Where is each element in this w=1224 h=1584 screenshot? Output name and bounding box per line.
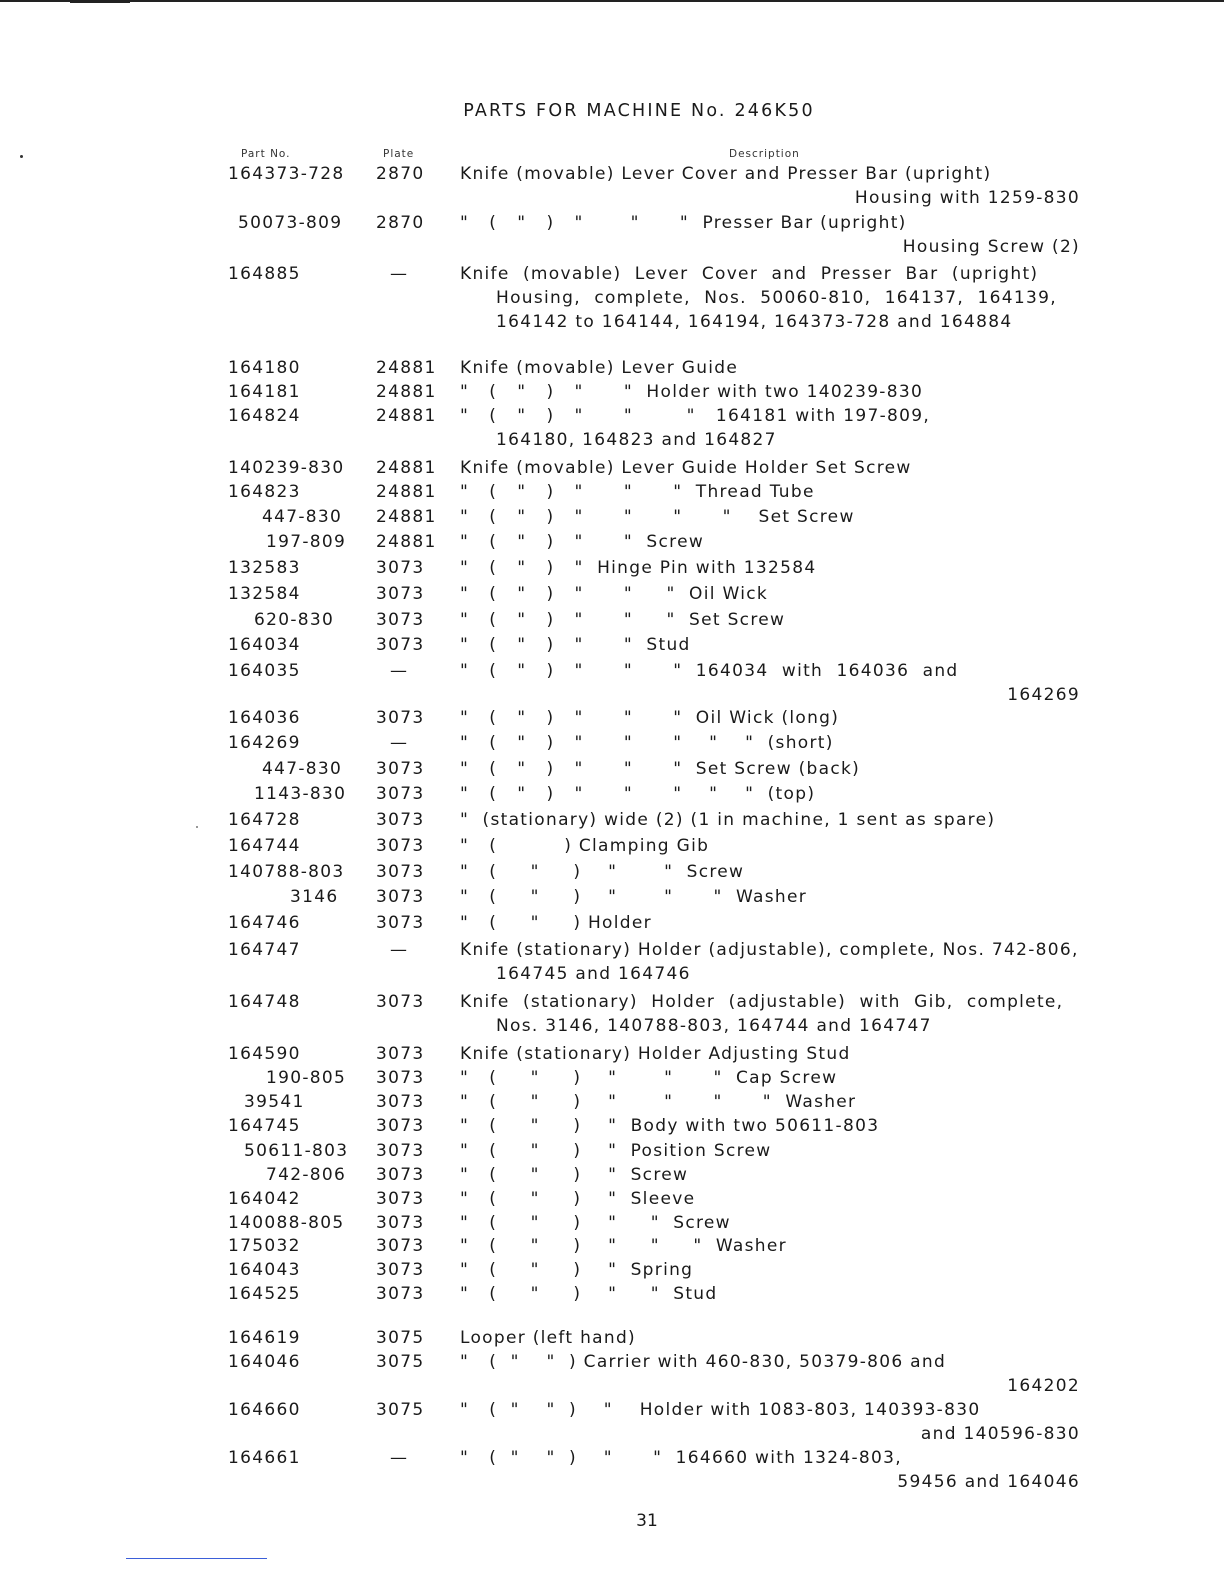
plate-number: 3073 xyxy=(376,1092,425,1112)
part-number: 3146 xyxy=(290,887,339,907)
part-number: 164748 xyxy=(228,992,301,1012)
description-line: " ( " ) " " " Presser Bar (upright) xyxy=(460,213,907,233)
description-line: " ( " " ) " Holder with 1083-803, 140393-830 xyxy=(460,1400,981,1420)
page-title: PARTS FOR MACHINE No. 246K50 xyxy=(463,101,815,121)
part-number: 50611-803 xyxy=(244,1141,349,1161)
description-line: " ( " ) " " " Set Screw (back) xyxy=(460,759,861,779)
part-number: 39541 xyxy=(244,1092,305,1112)
description-line: " ( " ) " " " Thread Tube xyxy=(460,482,815,502)
plate-number: 3073 xyxy=(376,708,425,728)
description-line: Knife (movable) Lever Guide xyxy=(460,358,739,378)
plate-number: 3073 xyxy=(376,1068,425,1088)
part-number: 164660 xyxy=(228,1400,301,1420)
plate-number: 24881 xyxy=(376,482,437,502)
description xyxy=(460,1042,1080,1066)
part-number: 447-830 xyxy=(262,507,343,527)
plate-number: 24881 xyxy=(376,458,437,478)
column-header-plate: Plate xyxy=(383,148,415,160)
description-line: " ( " ) " " " " Washer xyxy=(460,1092,857,1112)
description xyxy=(460,1398,1080,1446)
description-continuation: Nos. 3146, 140788-803, 164744 and 164747 xyxy=(496,1016,932,1036)
plate-number: 3073 xyxy=(376,610,425,630)
description xyxy=(460,938,1080,986)
part-number: 50073-809 xyxy=(238,213,343,233)
part-number: 164525 xyxy=(228,1284,301,1304)
description-line: " ( ) Clamping Gib xyxy=(460,836,710,856)
description xyxy=(460,505,1080,529)
description-line: " ( " ) Holder xyxy=(460,913,652,933)
description xyxy=(460,911,1080,935)
description xyxy=(460,1090,1080,1114)
plate-number: 3073 xyxy=(376,635,425,655)
plate-number: 3075 xyxy=(376,1352,425,1372)
plate-number: 3073 xyxy=(376,810,425,830)
description-line: Looper (left hand) xyxy=(460,1328,636,1348)
plate-number: 3073 xyxy=(376,1116,425,1136)
description-continuation: and 140596-830 xyxy=(920,1424,1080,1444)
description-line: " ( " ) " " " Cap Screw xyxy=(460,1068,838,1088)
part-number: 164590 xyxy=(228,1044,301,1064)
plate-number: 24881 xyxy=(376,406,437,426)
plate-number: 24881 xyxy=(376,358,437,378)
plate-number: 3075 xyxy=(376,1400,425,1420)
plate-number: 2870 xyxy=(376,164,425,184)
description xyxy=(460,1326,1080,1350)
top-border-mark xyxy=(70,0,130,3)
description xyxy=(460,1211,1080,1235)
description xyxy=(460,582,1080,606)
column-header-part-no: Part No. xyxy=(241,148,291,160)
part-number: 164269 xyxy=(228,733,301,753)
plate-number: 3073 xyxy=(376,584,425,604)
description-line: Knife (movable) Lever Cover and Presser Bar (upright) xyxy=(460,264,1039,284)
description-line: " ( " ) " " " Oil Wick (long) xyxy=(460,708,840,728)
part-number: 164747 xyxy=(228,940,301,960)
description-continuation: 164745 and 164746 xyxy=(496,964,691,984)
part-number: 620-830 xyxy=(254,610,335,630)
description-line: " ( " ) " " " Washer xyxy=(460,887,808,907)
description-line: " ( " ) " Body with two 50611-803 xyxy=(460,1116,880,1136)
plate-number: 3073 xyxy=(376,913,425,933)
description-line: " (stationary) wide (2) (1 in machine, 1 sent as spare) xyxy=(460,810,996,830)
description xyxy=(460,1446,1080,1494)
part-number: 164036 xyxy=(228,708,301,728)
description xyxy=(460,706,1080,730)
part-number: 1143-830 xyxy=(254,784,347,804)
description xyxy=(460,1114,1080,1138)
plate-number: — xyxy=(390,264,409,284)
description-continuation: 164202 xyxy=(1007,1376,1080,1396)
description-line: " ( " ) " " " Set Screw xyxy=(460,610,786,630)
description-continuation: Housing Screw (2) xyxy=(902,237,1080,257)
part-number: 164035 xyxy=(228,661,301,681)
description-line: Knife (movable) Lever Guide Holder Set Screw xyxy=(460,458,912,478)
description-line: " ( " ) " Screw xyxy=(460,1165,689,1185)
description xyxy=(460,782,1080,806)
description-line: " ( " ) " Spring xyxy=(460,1260,694,1280)
description xyxy=(460,1187,1080,1211)
description-line: " ( " ) " " Screw xyxy=(460,1213,731,1233)
description xyxy=(460,834,1080,858)
description xyxy=(460,456,1080,480)
part-number: 164745 xyxy=(228,1116,301,1136)
description-continuation: Housing, complete, Nos. 50060-810, 164137, 164139, xyxy=(496,288,1057,308)
part-number: 447-830 xyxy=(262,759,343,779)
part-number: 175032 xyxy=(228,1236,301,1256)
plate-number: 24881 xyxy=(376,507,437,527)
part-number: 164619 xyxy=(228,1328,301,1348)
plate-number: 3073 xyxy=(376,558,425,578)
plate-number: 3073 xyxy=(376,1213,425,1233)
description xyxy=(460,990,1080,1038)
plate-number: 2870 xyxy=(376,213,425,233)
description-line: " ( " ) " " Screw xyxy=(460,532,705,552)
description-line: " ( " ) " " Stud xyxy=(460,1284,718,1304)
part-number: 164661 xyxy=(228,1448,301,1468)
plate-number: 3073 xyxy=(376,836,425,856)
part-number: 197-809 xyxy=(266,532,347,552)
part-number: 164885 xyxy=(228,264,301,284)
plate-number: — xyxy=(390,733,409,753)
description-line: Knife (stationary) Holder (adjustable), complete, Nos. 742-806, xyxy=(460,940,1079,960)
description xyxy=(460,808,1080,832)
description xyxy=(460,211,1080,259)
description xyxy=(460,757,1080,781)
description-line: " ( " " ) Carrier with 460-830, 50379-806 and xyxy=(460,1352,947,1372)
description-line: Knife (movable) Lever Cover and Presser Bar (upright) xyxy=(460,164,992,184)
description-line: " ( " ) " " " 164034 with 164036 and xyxy=(460,661,959,681)
description xyxy=(460,860,1080,884)
description-continuation: 59456 and 164046 xyxy=(897,1472,1080,1492)
plate-number: — xyxy=(390,1448,409,1468)
description-line: " ( " ) " Sleeve xyxy=(460,1189,696,1209)
plate-number: — xyxy=(390,940,409,960)
plate-number: 3073 xyxy=(376,992,425,1012)
plate-number: — xyxy=(390,661,409,681)
part-number: 164042 xyxy=(228,1189,301,1209)
plate-number: 3073 xyxy=(376,1260,425,1280)
description-continuation: 164180, 164823 and 164827 xyxy=(496,430,777,450)
plate-number: 3073 xyxy=(376,887,425,907)
part-number: 164728 xyxy=(228,810,301,830)
description xyxy=(460,633,1080,657)
plate-number: 3073 xyxy=(376,1284,425,1304)
description-line: " ( " ) " Position Screw xyxy=(460,1141,772,1161)
part-number: 164034 xyxy=(228,635,301,655)
page-number: 31 xyxy=(636,1511,658,1531)
description-line: " ( " ) " " Stud xyxy=(460,635,691,655)
plate-number: 3073 xyxy=(376,1141,425,1161)
description-line: " ( " ) " Hinge Pin with 132584 xyxy=(460,558,817,578)
plate-number: 3073 xyxy=(376,1165,425,1185)
description xyxy=(460,885,1080,909)
part-number: 140088-805 xyxy=(228,1213,345,1233)
part-number: 164744 xyxy=(228,836,301,856)
scan-speck xyxy=(20,155,23,158)
description xyxy=(460,262,1080,334)
plate-number: 3073 xyxy=(376,1044,425,1064)
top-border xyxy=(0,0,1224,2)
part-number: 164373-728 xyxy=(228,164,345,184)
plate-number: 3073 xyxy=(376,784,425,804)
plate-number: 3073 xyxy=(376,1236,425,1256)
plate-number: 24881 xyxy=(376,382,437,402)
description xyxy=(460,1066,1080,1090)
plate-number: 3073 xyxy=(376,1189,425,1209)
description-line: " ( " " ) " " 164660 with 1324-803, xyxy=(460,1448,902,1468)
description-line: " ( " ) " " " 164181 with 197-809, xyxy=(460,406,931,426)
description-line: " ( " ) " " Holder with two 140239-830 xyxy=(460,382,924,402)
part-number: 164824 xyxy=(228,406,301,426)
description xyxy=(460,1350,1080,1398)
part-number: 140788-803 xyxy=(228,862,345,882)
plate-number: 3073 xyxy=(376,862,425,882)
description-line: Knife (stationary) Holder Adjusting Stud xyxy=(460,1044,851,1064)
scan-speck xyxy=(196,826,198,828)
description-line: Knife (stationary) Holder (adjustable) with Gib, complete, xyxy=(460,992,1064,1012)
description xyxy=(460,380,1080,404)
part-number: 140239-830 xyxy=(228,458,345,478)
part-number: 164180 xyxy=(228,358,301,378)
description-line: " ( " ) " " " " " (short) xyxy=(460,733,834,753)
description xyxy=(460,608,1080,632)
part-number: 164746 xyxy=(228,913,301,933)
part-number: 190-805 xyxy=(266,1068,347,1088)
description xyxy=(460,1234,1080,1258)
description xyxy=(460,530,1080,554)
description xyxy=(460,556,1080,580)
part-number: 132583 xyxy=(228,558,301,578)
description xyxy=(460,731,1080,755)
description xyxy=(460,162,1080,210)
description xyxy=(460,1163,1080,1187)
description-line: " ( " ) " " " " Set Screw xyxy=(460,507,855,527)
description-line: " ( " ) " " " Washer xyxy=(460,1236,787,1256)
plate-number: 24881 xyxy=(376,532,437,552)
part-number: 164043 xyxy=(228,1260,301,1280)
description xyxy=(460,356,1080,380)
bottom-rule xyxy=(126,1558,267,1559)
description-line: " ( " ) " " " Oil Wick xyxy=(460,584,769,604)
column-header-description: Description xyxy=(729,148,800,160)
description xyxy=(460,1139,1080,1163)
description xyxy=(460,1282,1080,1306)
part-number: 164823 xyxy=(228,482,301,502)
description xyxy=(460,404,1080,452)
plate-number: 3073 xyxy=(376,759,425,779)
description xyxy=(460,1258,1080,1282)
description xyxy=(460,480,1080,504)
description-line: " ( " ) " " " " " (top) xyxy=(460,784,816,804)
description xyxy=(460,659,1080,707)
plate-number: 3075 xyxy=(376,1328,425,1348)
part-number: 164046 xyxy=(228,1352,301,1372)
description-line: " ( " ) " " Screw xyxy=(460,862,745,882)
part-number: 742-806 xyxy=(266,1165,347,1185)
description-continuation: 164269 xyxy=(1007,685,1080,705)
description-continuation: 164142 to 164144, 164194, 164373-728 and 164884 xyxy=(496,312,1013,332)
part-number: 132584 xyxy=(228,584,301,604)
description-continuation: Housing with 1259-830 xyxy=(854,188,1080,208)
part-number: 164181 xyxy=(228,382,301,402)
